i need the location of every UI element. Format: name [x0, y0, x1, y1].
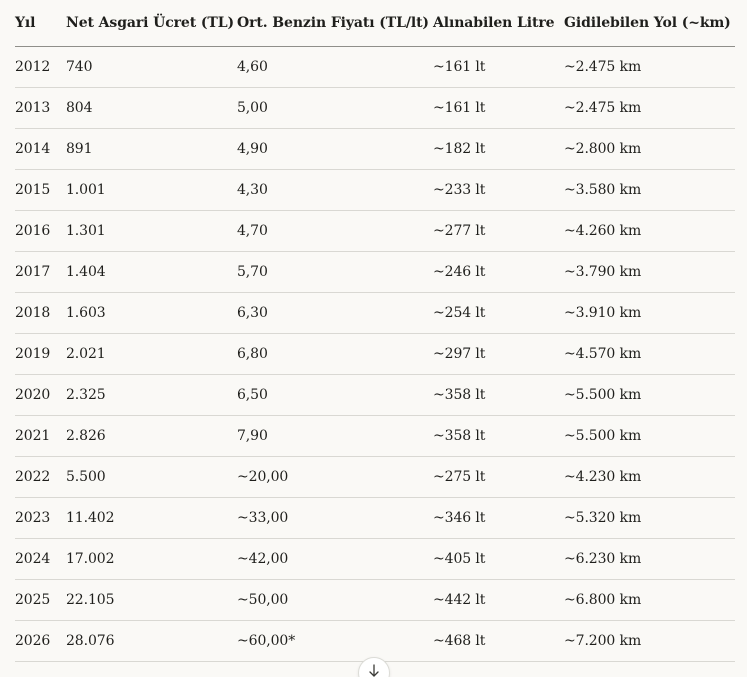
table-row: [15, 334, 735, 375]
cell-avg-fuel-price: 6,80: [237, 334, 433, 375]
cell-distance: ~4.570 km: [564, 334, 735, 375]
cell-year: 2015: [15, 170, 66, 211]
cell-liters: ~254 lt: [433, 293, 564, 334]
cell-year: 2024: [15, 539, 66, 580]
cell-liters: ~275 lt: [433, 457, 564, 498]
table-row: [15, 211, 735, 252]
cell-year: 2013: [15, 88, 66, 129]
header-net-min-wage: Net Asgari Ücret (TL): [66, 0, 237, 47]
cell-avg-fuel-price: 4,90: [237, 129, 433, 170]
cell-net-min-wage: 22.105: [66, 580, 237, 621]
cell-avg-fuel-price: ~50,00: [237, 580, 433, 621]
cell-avg-fuel-price: 6,30: [237, 293, 433, 334]
fuel-wage-table: [15, 0, 735, 662]
table-row: [15, 539, 735, 580]
cell-avg-fuel-price: ~33,00: [237, 498, 433, 539]
cell-avg-fuel-price: 4,70: [237, 211, 433, 252]
table-row: [15, 252, 735, 293]
cell-net-min-wage: 2.826: [66, 416, 237, 457]
arrow-down-icon: [367, 664, 381, 677]
cell-net-min-wage: 1.404: [66, 252, 237, 293]
cell-distance: ~6.230 km: [564, 539, 735, 580]
cell-year: 2022: [15, 457, 66, 498]
table-row: [15, 88, 735, 129]
table-row: [15, 498, 735, 539]
cell-liters: ~346 lt: [433, 498, 564, 539]
cell-distance: ~2.800 km: [564, 129, 735, 170]
cell-liters: ~358 lt: [433, 375, 564, 416]
cell-liters: ~161 lt: [433, 88, 564, 129]
cell-net-min-wage: 1.001: [66, 170, 237, 211]
cell-net-min-wage: 17.002: [66, 539, 237, 580]
cell-distance: ~5.500 km: [564, 416, 735, 457]
table-row: [15, 375, 735, 416]
cell-distance: ~5.500 km: [564, 375, 735, 416]
cell-avg-fuel-price: 4,30: [237, 170, 433, 211]
table-row: [15, 621, 735, 662]
table-row: [15, 457, 735, 498]
cell-net-min-wage: 2.325: [66, 375, 237, 416]
cell-liters: ~161 lt: [433, 47, 564, 88]
cell-year: 2019: [15, 334, 66, 375]
cell-distance: ~7.200 km: [564, 621, 735, 662]
cell-liters: ~405 lt: [433, 539, 564, 580]
header-liters: Alınabilen Litre: [433, 0, 564, 47]
cell-distance: ~5.320 km: [564, 498, 735, 539]
cell-net-min-wage: 1.301: [66, 211, 237, 252]
cell-year: 2023: [15, 498, 66, 539]
cell-year: 2017: [15, 252, 66, 293]
cell-liters: ~233 lt: [433, 170, 564, 211]
cell-liters: ~468 lt: [433, 621, 564, 662]
cell-net-min-wage: 11.402: [66, 498, 237, 539]
data-table-container: [15, 0, 735, 662]
cell-liters: ~297 lt: [433, 334, 564, 375]
cell-distance: ~2.475 km: [564, 88, 735, 129]
cell-avg-fuel-price: 5,00: [237, 88, 433, 129]
header-year: Yıl: [15, 0, 66, 47]
table-row: [15, 293, 735, 334]
cell-net-min-wage: 2.021: [66, 334, 237, 375]
cell-year: 2018: [15, 293, 66, 334]
cell-distance: ~3.910 km: [564, 293, 735, 334]
cell-year: 2025: [15, 580, 66, 621]
cell-avg-fuel-price: 5,70: [237, 252, 433, 293]
cell-year: 2014: [15, 129, 66, 170]
cell-net-min-wage: 28.076: [66, 621, 237, 662]
table-row: [15, 47, 735, 88]
cell-avg-fuel-price: ~60,00*: [237, 621, 433, 662]
cell-distance: ~3.790 km: [564, 252, 735, 293]
cell-avg-fuel-price: ~20,00: [237, 457, 433, 498]
cell-distance: ~4.260 km: [564, 211, 735, 252]
cell-year: 2021: [15, 416, 66, 457]
cell-year: 2016: [15, 211, 66, 252]
table-header-row: [15, 0, 735, 47]
cell-avg-fuel-price: 4,60: [237, 47, 433, 88]
cell-distance: ~4.230 km: [564, 457, 735, 498]
cell-net-min-wage: 5.500: [66, 457, 237, 498]
table-row: [15, 129, 735, 170]
cell-liters: ~246 lt: [433, 252, 564, 293]
table-row: [15, 170, 735, 211]
cell-avg-fuel-price: 6,50: [237, 375, 433, 416]
cell-liters: ~277 lt: [433, 211, 564, 252]
cell-year: 2020: [15, 375, 66, 416]
cell-distance: ~2.475 km: [564, 47, 735, 88]
cell-net-min-wage: 891: [66, 129, 237, 170]
table-body: [15, 47, 735, 662]
header-distance: Gidilebilen Yol (~km): [564, 0, 735, 47]
cell-net-min-wage: 740: [66, 47, 237, 88]
cell-year: 2026: [15, 621, 66, 662]
cell-year: 2012: [15, 47, 66, 88]
table-row: [15, 416, 735, 457]
cell-distance: ~3.580 km: [564, 170, 735, 211]
cell-liters: ~182 lt: [433, 129, 564, 170]
table-row: [15, 580, 735, 621]
cell-distance: ~6.800 km: [564, 580, 735, 621]
cell-net-min-wage: 804: [66, 88, 237, 129]
cell-avg-fuel-price: 7,90: [237, 416, 433, 457]
cell-net-min-wage: 1.603: [66, 293, 237, 334]
cell-liters: ~358 lt: [433, 416, 564, 457]
cell-avg-fuel-price: ~42,00: [237, 539, 433, 580]
header-avg-fuel-price: Ort. Benzin Fiyatı (TL/lt): [237, 0, 433, 47]
cell-liters: ~442 lt: [433, 580, 564, 621]
